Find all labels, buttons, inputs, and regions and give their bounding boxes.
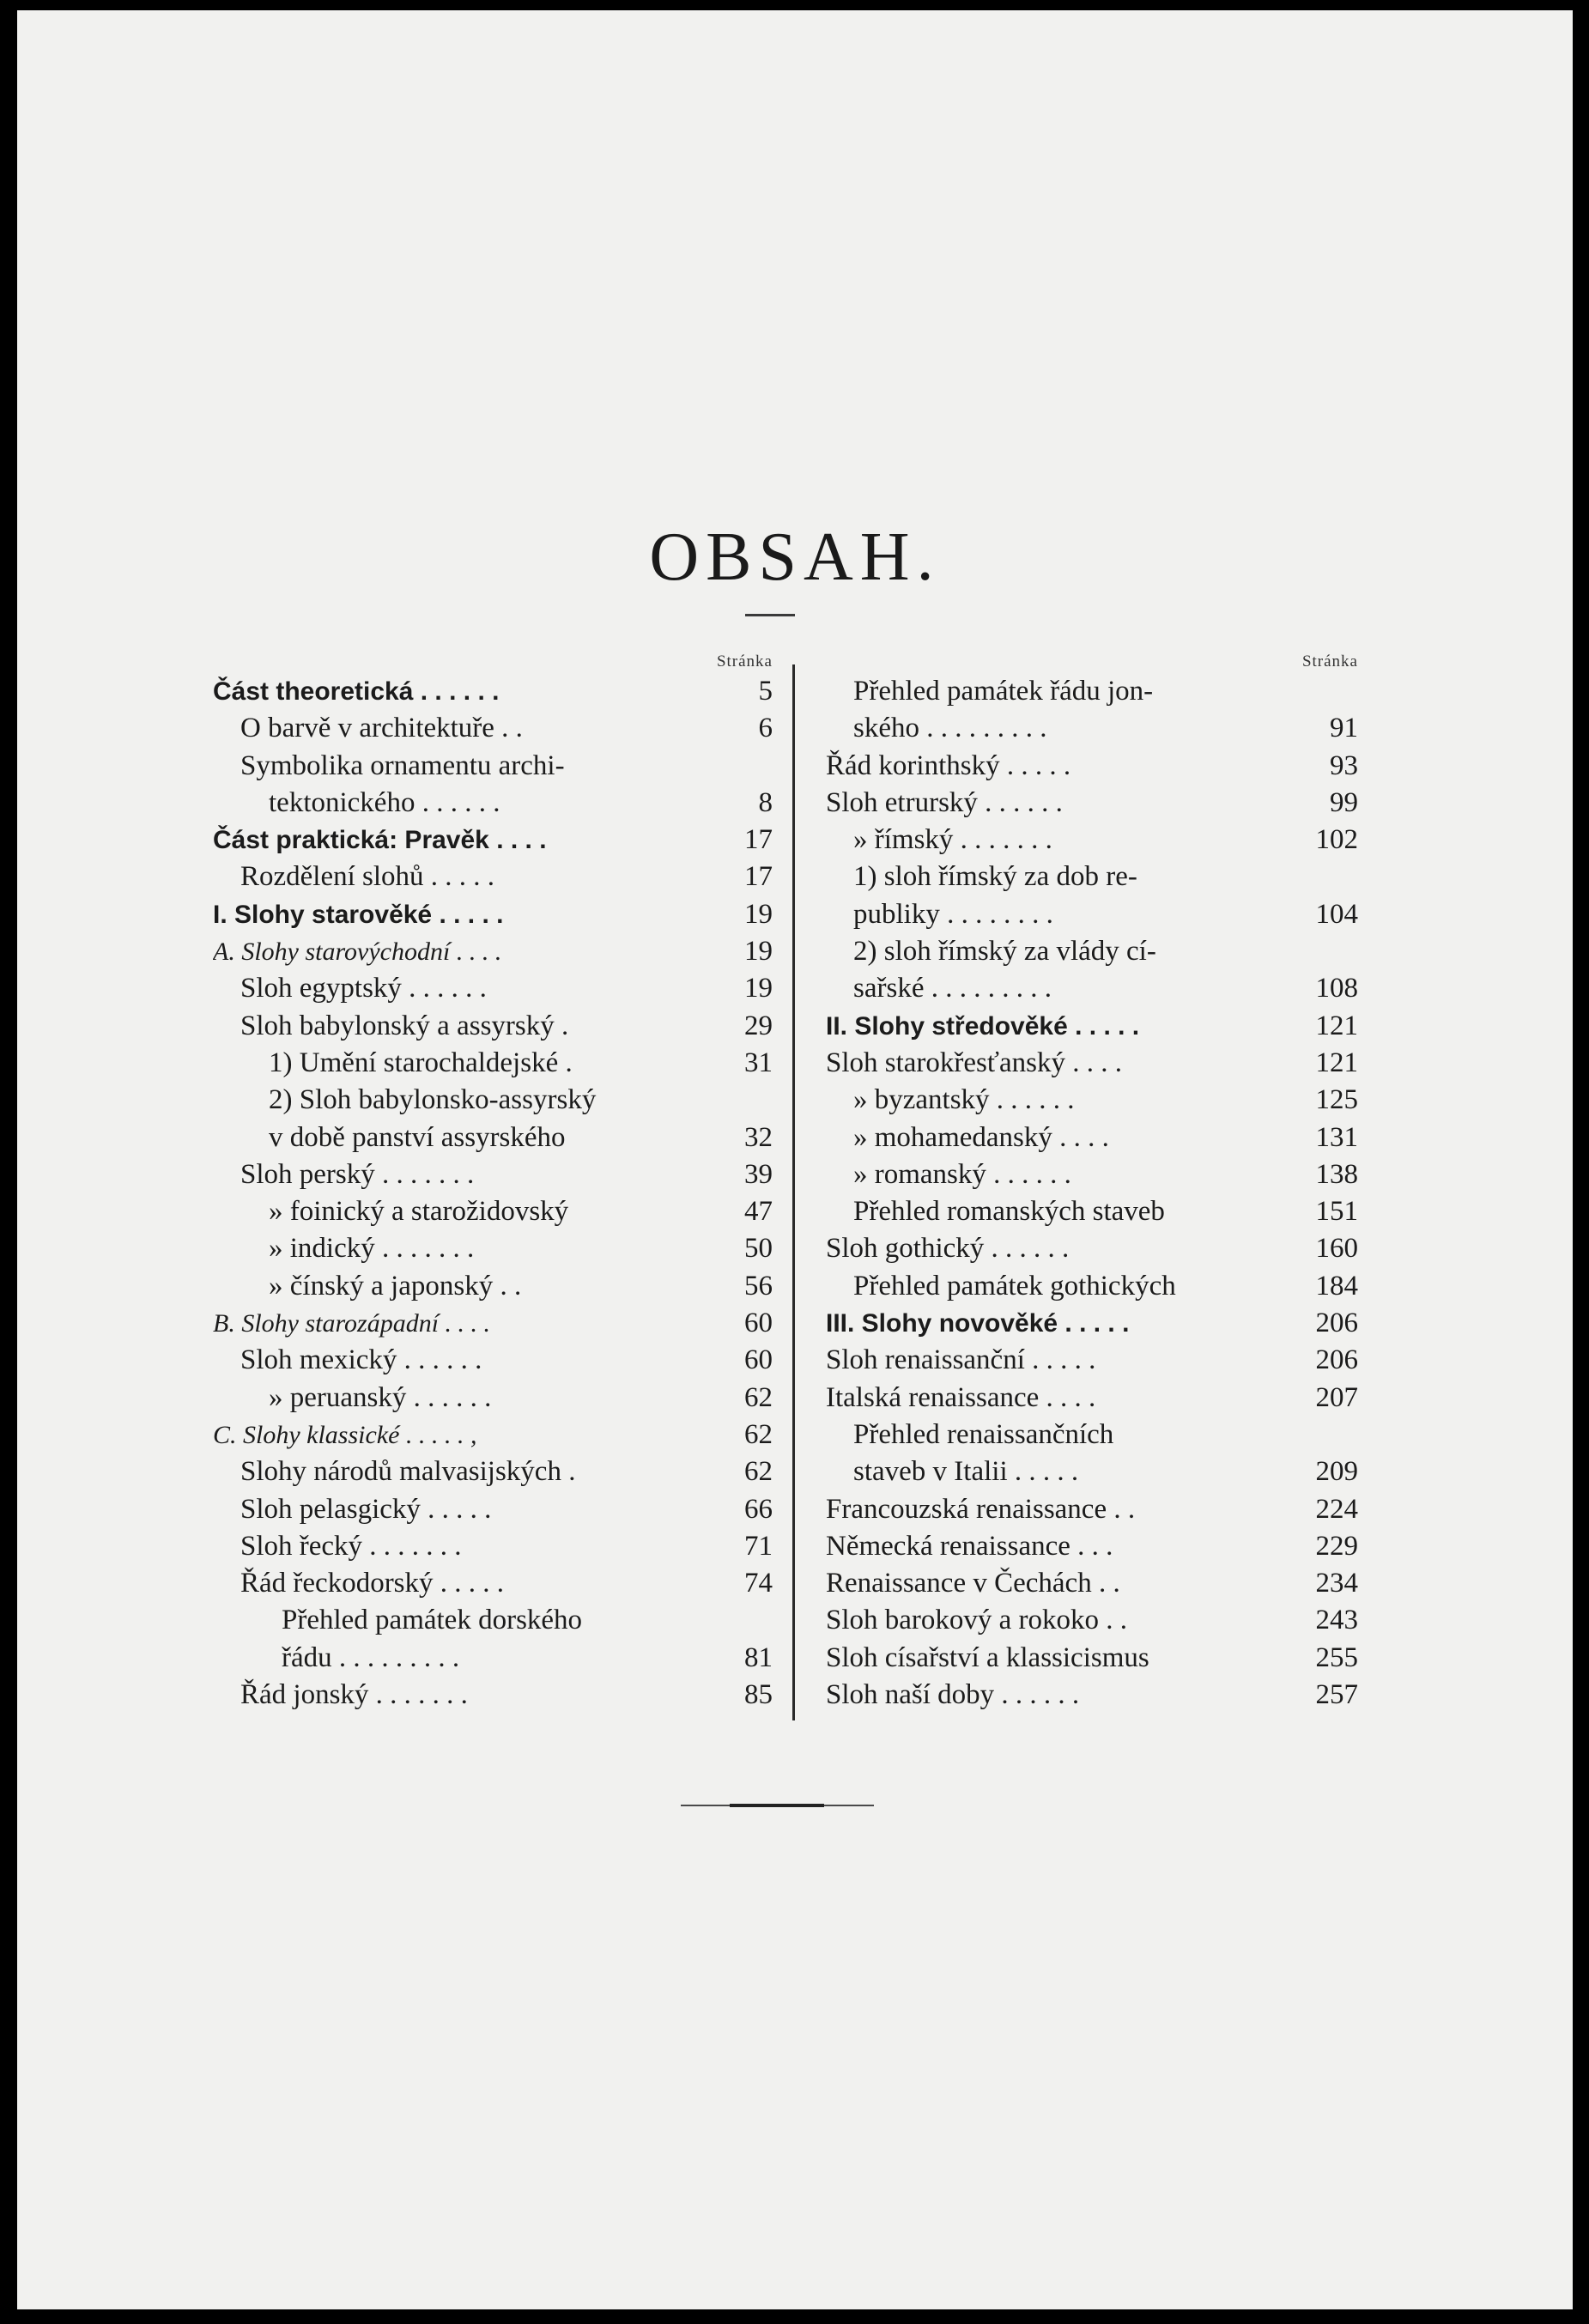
toc-entry-page: 47 [744,1196,773,1228]
toc-entry [826,1045,1358,1082]
toc-entry-page: 32 [744,1121,773,1153]
toc-entry [213,1640,773,1677]
toc-entry [213,1491,773,1528]
toc-entry [213,1380,773,1417]
toc-entry-text: ského . . . . . . . . . [853,713,1047,744]
toc-entry-text: Slohy národů malvasijských . [240,1456,576,1488]
toc-entry-page: 104 [1315,898,1358,930]
toc-entry-text: 1) sloh římský za dob re- [853,861,1137,893]
toc-entry [213,1120,773,1156]
toc-entry-text: Sloh císařství a klassicismus [826,1641,1149,1673]
toc-entry-page: 60 [744,1344,773,1376]
toc-entry [826,1008,1358,1045]
toc-entry-text: Sloh naší doby . . . . . . [826,1679,1080,1711]
toc-entry [826,1230,1358,1267]
toc-entry-page: 99 [1330,786,1358,818]
toc-entry-page: 206 [1315,1308,1358,1339]
toc-entry [826,1120,1358,1156]
toc-left-column [213,650,773,1714]
toc-entry-text: » peruanský . . . . . . [269,1381,492,1413]
toc-entry [213,1268,773,1305]
toc-entry [826,1491,1358,1528]
toc-entry [826,1342,1358,1379]
toc-entry-page: 234 [1315,1568,1358,1599]
toc-entry-page: 62 [744,1381,773,1413]
toc-entry-page: 71 [744,1530,773,1562]
toc-entry-text: publiky . . . . . . . . [853,898,1053,930]
toc-entry-text: Přehled památek dorského [282,1605,583,1636]
toc-entry-text: staveb v Italii . . . . . [853,1456,1079,1488]
toc-entry-page: 160 [1315,1233,1358,1265]
toc-entry [213,1230,773,1267]
toc-entry [213,673,773,710]
toc-entry-text: Přehled památek řádu jon- [853,676,1154,707]
toc-entry-text: » foinický a starožidovský [269,1196,569,1228]
toc-entry [213,1453,773,1490]
toc-entries-right [826,673,1358,1714]
toc-entry-page: 85 [744,1679,773,1711]
toc-entry-text: Sloh egyptský . . . . . . [240,973,487,1004]
toc-entry-page: 56 [744,1270,773,1302]
toc-entry [213,896,773,933]
toc-entry [826,1417,1358,1453]
toc-entry [213,710,773,747]
toc-entry [826,1156,1358,1193]
toc-entry-text: O barvě v architektuře . . [240,713,523,744]
toc-entry-text: Řád jonský . . . . . . . [240,1679,468,1711]
toc-entry-text: Část praktická: Pravěk . . . . [213,826,547,855]
toc-entry-page: 125 [1315,1084,1358,1116]
toc-entry [826,933,1358,970]
toc-entry-text: sařské . . . . . . . . . [853,973,1052,1004]
toc-entry [826,1380,1358,1417]
toc-entry-text: v době panství assyrského [269,1121,566,1153]
toc-entry-text: řádu . . . . . . . . . [282,1641,460,1673]
toc-entry-page: 229 [1315,1530,1358,1562]
toc-entry-page: 62 [744,1418,773,1450]
toc-entry-page: 19 [744,898,773,930]
toc-entry-page: 108 [1315,973,1358,1004]
toc-entry [213,1565,773,1602]
toc-entry [213,1008,773,1045]
toc-entry-text: Sloh gothický . . . . . . [826,1233,1070,1265]
toc-entry-page: 206 [1315,1344,1358,1376]
toc-entry-page: 66 [744,1493,773,1525]
toc-entry [826,1565,1358,1602]
toc-entry-page: 121 [1315,1047,1358,1078]
toc-entry-text: Sloh mexický . . . . . . [240,1344,482,1376]
toc-entry [826,1082,1358,1119]
toc-entry-page: 39 [744,1158,773,1190]
toc-entry [826,1305,1358,1342]
toc-entry [213,1528,773,1565]
toc-entry-text: Řád korinthský . . . . . [826,749,1071,781]
toc-entry-page: 19 [744,973,773,1004]
toc-entry [213,970,773,1007]
toc-entry-page: 29 [744,1010,773,1041]
page-column-header: Stránka [716,652,773,671]
toc-entry [826,1677,1358,1714]
toc-entry-page: 8 [758,786,773,818]
bottom-rule-center [730,1804,824,1807]
toc-entry [213,1602,773,1639]
toc-entry-text: » římský . . . . . . . [853,824,1052,856]
toc-entry [213,933,773,970]
toc-entry [213,1677,773,1714]
toc-entry [213,1156,773,1193]
toc-entry-text: Německá renaissance . . . [826,1530,1113,1562]
toc-entry-text: Sloh babylonský a assyrský . [240,1010,569,1041]
toc-entry-page: 91 [1330,713,1358,744]
book-page [17,10,1573,2309]
toc-entry-page: 31 [744,1047,773,1078]
toc-entry-text: » čínský a japonský . . [269,1270,522,1302]
toc-entry [213,1045,773,1082]
toc-entry-text: II. Slohy středověké . . . . . [826,1011,1140,1041]
toc-entry-page: 207 [1315,1381,1358,1413]
toc-entry [826,970,1358,1007]
toc-entry-page: 60 [744,1308,773,1339]
toc-entry-text: » mohamedanský . . . . [853,1121,1109,1153]
toc-entry [826,1453,1358,1490]
toc-entry-text: Přehled památek gothických [853,1270,1176,1302]
toc-entry [826,710,1358,747]
toc-entry [213,785,773,822]
toc-entry-text: Sloh pelasgický . . . . . [240,1493,492,1525]
toc-entry-text: Francouzská renaissance . . [826,1493,1136,1525]
toc-entry-page: 17 [744,824,773,856]
toc-entry-page: 257 [1315,1679,1358,1711]
toc-entry-text: Sloh perský . . . . . . . [240,1158,475,1190]
toc-entry [213,1342,773,1379]
column-divider [792,664,795,1720]
toc-entry-page: 243 [1315,1605,1358,1636]
toc-entry [826,1268,1358,1305]
toc-entry-text: Italská renaissance . . . . [826,1381,1096,1413]
toc-entry-page: 131 [1315,1121,1358,1153]
toc-entry-page: 138 [1315,1158,1358,1190]
toc-entry-text: Renaissance v Čechách . . [826,1568,1120,1599]
toc-entry-page: 19 [744,936,773,968]
toc-entry [826,673,1358,710]
toc-entry-page: 6 [758,713,773,744]
toc-entry-text: B. Slohy starozápadní . . . . [213,1309,491,1338]
toc-entry [213,1193,773,1230]
toc-right-column [826,650,1358,1714]
toc-entry [213,1417,773,1453]
toc-entry [826,1193,1358,1230]
toc-entry-page: 255 [1315,1641,1358,1673]
toc-entry-text: 2) sloh římský za vlády cí- [853,936,1156,968]
toc-entry-page: 50 [744,1233,773,1265]
toc-entry [826,748,1358,785]
toc-entry-page: 74 [744,1568,773,1599]
toc-entry-text: Sloh renaissanční . . . . . [826,1344,1096,1376]
toc-entry-page: 209 [1315,1456,1358,1488]
page-column-header: Stránka [1301,652,1358,671]
toc-entry-text: C. Slohy klassické . . . . . , [213,1420,477,1449]
toc-entry [213,1305,773,1342]
toc-entry [213,748,773,785]
toc-entry-text: Rozdělení slohů . . . . . [240,861,495,893]
toc-entry-text: I. Slohy starověké . . . . . [213,900,504,929]
toc-entry-page: 93 [1330,749,1358,781]
toc-entry-text: » byzantský . . . . . . [853,1084,1075,1116]
toc-entry [213,1082,773,1119]
toc-entry-text: Sloh starokřesťanský . . . . [826,1047,1122,1078]
page-title: OBSAH. [649,519,941,595]
toc-entry-text: » romanský . . . . . . [853,1158,1071,1190]
toc-entry-page: 121 [1315,1010,1358,1041]
toc-entry-page: 62 [744,1456,773,1488]
toc-entry [826,785,1358,822]
toc-entry-page: 151 [1315,1196,1358,1228]
toc-entry [213,822,773,859]
toc-entry-text: A. Slohy starovýchodní . . . . [213,937,502,967]
toc-entry [826,1640,1358,1677]
title-rule [745,614,795,616]
toc-entry-text: Část theoretická . . . . . . [213,677,500,706]
toc-entry [826,1528,1358,1565]
toc-entry-text: Řád řeckodorský . . . . . [240,1568,505,1599]
toc-entry-text: » indický . . . . . . . [269,1233,475,1265]
toc-entry [213,859,773,895]
toc-entry-page: 184 [1315,1270,1358,1302]
toc-entry-text: III. Slohy novověké . . . . . [826,1309,1130,1338]
toc-entry-page: 5 [758,676,773,707]
toc-entry-text: Přehled romanských staveb [853,1196,1165,1228]
toc-entry-text: Sloh řecký . . . . . . . [240,1530,462,1562]
toc-entry-text: tektonického . . . . . . [269,786,500,818]
toc-entry [826,1602,1358,1639]
toc-entry-text: 2) Sloh babylonsko-assyrský [269,1084,597,1116]
toc-entry-text: Přehled renaissančních [853,1418,1114,1450]
toc-entry-page: 17 [744,861,773,893]
toc-entry-page: 224 [1315,1493,1358,1525]
toc-entry [826,822,1358,859]
toc-entry-text: Symbolika ornamentu archi- [240,749,565,781]
toc-entry-page: 81 [744,1641,773,1673]
toc-entry-text: Sloh barokový a rokoko . . [826,1605,1128,1636]
toc-entry-text: 1) Umění starochaldejské . [269,1047,573,1078]
toc-entry [826,896,1358,933]
toc-entries-left [213,673,773,1714]
toc-entry [826,859,1358,895]
toc-entry-page: 102 [1315,824,1358,856]
toc-entry-text: Sloh etrurský . . . . . . [826,786,1063,818]
